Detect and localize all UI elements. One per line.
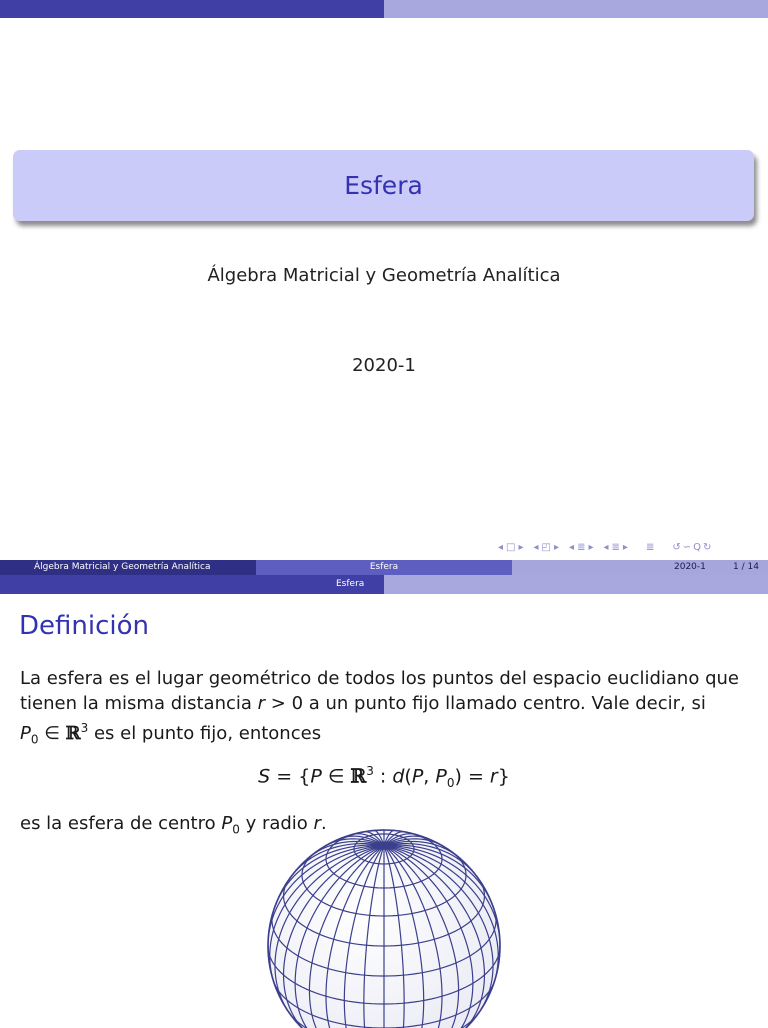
nav-next-icon[interactable]: ▸ [518,542,524,553]
nav-document-icon[interactable]: ≣ [645,542,655,553]
sphere-pole [378,842,390,850]
nav-section-icon[interactable]: ≣ [611,542,620,553]
nav-subsection-icon[interactable]: ≣ [577,542,586,553]
nav-forward-icon[interactable]: ↻ [702,542,712,553]
nav-next-frame-icon[interactable]: ▸ [554,542,560,553]
formula-open: ( [404,765,412,788]
title-box [13,150,754,221]
formula-P: P [310,765,322,788]
formula-R: ℝ [350,765,367,788]
top-progress-bar-left [0,0,384,18]
formula-r: r [489,765,498,788]
nav-prev-section-icon[interactable]: ◂ [603,542,609,553]
nav-loop-icon[interactable]: ∽ [682,542,692,553]
footer-date: 2020-1 [674,562,706,572]
formula-close: ) = [454,765,490,788]
nav-next-subsection-icon[interactable]: ▸ [588,542,594,553]
top-progress-bar-right [384,0,768,18]
conclusion-1: es la esfera de centro [20,813,222,834]
formula-d: d [392,765,405,788]
var-P: P [20,723,31,744]
section-bar-left [0,575,384,594]
footer-date-band [512,560,768,575]
footer-topic: Esfera [369,562,399,572]
conclusion-r: r [313,813,321,834]
definition-text-2: > 0 a un punto fijo llamado centro. Vale decir, si [265,693,706,714]
var-r: r [257,693,266,714]
nav-frame-icon[interactable]: ◰ [541,542,551,553]
footer-course: Álgebra Matricial y Geometría Analítica [34,562,211,572]
definition-paragraph [20,666,755,753]
formula-in: ∈ [321,765,351,788]
conclusion-sub: 0 [232,822,240,837]
nav-prev-subsection-icon[interactable]: ◂ [569,542,575,553]
section-name: Esfera [336,579,365,589]
formula-end: } [497,765,510,788]
nav-prev-icon[interactable]: ◂ [498,542,504,553]
nav-back-icon[interactable]: ↺ [672,542,681,553]
sphere-illustration [262,828,507,1028]
definition-text-4: es el punto fijo, entonces [88,723,322,744]
conclusion-2: y radio [239,813,314,834]
nav-prev-frame-icon[interactable]: ◂ [533,542,539,553]
conclusion-P: P [221,813,233,834]
nav-next-section-icon[interactable]: ▸ [622,542,628,553]
superscript-three: 3 [80,721,89,735]
subscript-zero: 0 [30,732,39,747]
definition-text-1: La esfera es el lugar geométrico de todos los puntos del espacio euclidiano que tienen la misma distancia [20,668,739,714]
formula-colon: : [373,765,393,788]
semester-date: 2020-1 [352,355,416,376]
formula-comma: , [423,765,436,788]
beamer-navigation [498,541,711,555]
nav-search-icon[interactable]: Q [693,542,701,553]
section-bar-right [384,575,768,594]
reals-symbol: ℝ [65,723,81,744]
conclusion-3: . [320,813,327,834]
formula-eq: = { [270,765,311,788]
element-of: ∈ [38,723,66,744]
formula-sub: 0 [446,776,455,791]
formula-S: S [258,765,271,788]
nav-slide-icon[interactable]: □ [506,542,516,553]
sphere-formula [0,764,768,790]
course-name: Álgebra Matricial y Geometría Analítica [207,265,561,286]
formula-exp: 3 [366,764,374,778]
formula-P2: P [411,765,424,788]
formula-P0: P [435,765,447,788]
frame-title: Definición [19,611,149,641]
slide-title: Esfera [344,171,423,200]
footer-page-number: 1 / 14 [733,562,759,572]
